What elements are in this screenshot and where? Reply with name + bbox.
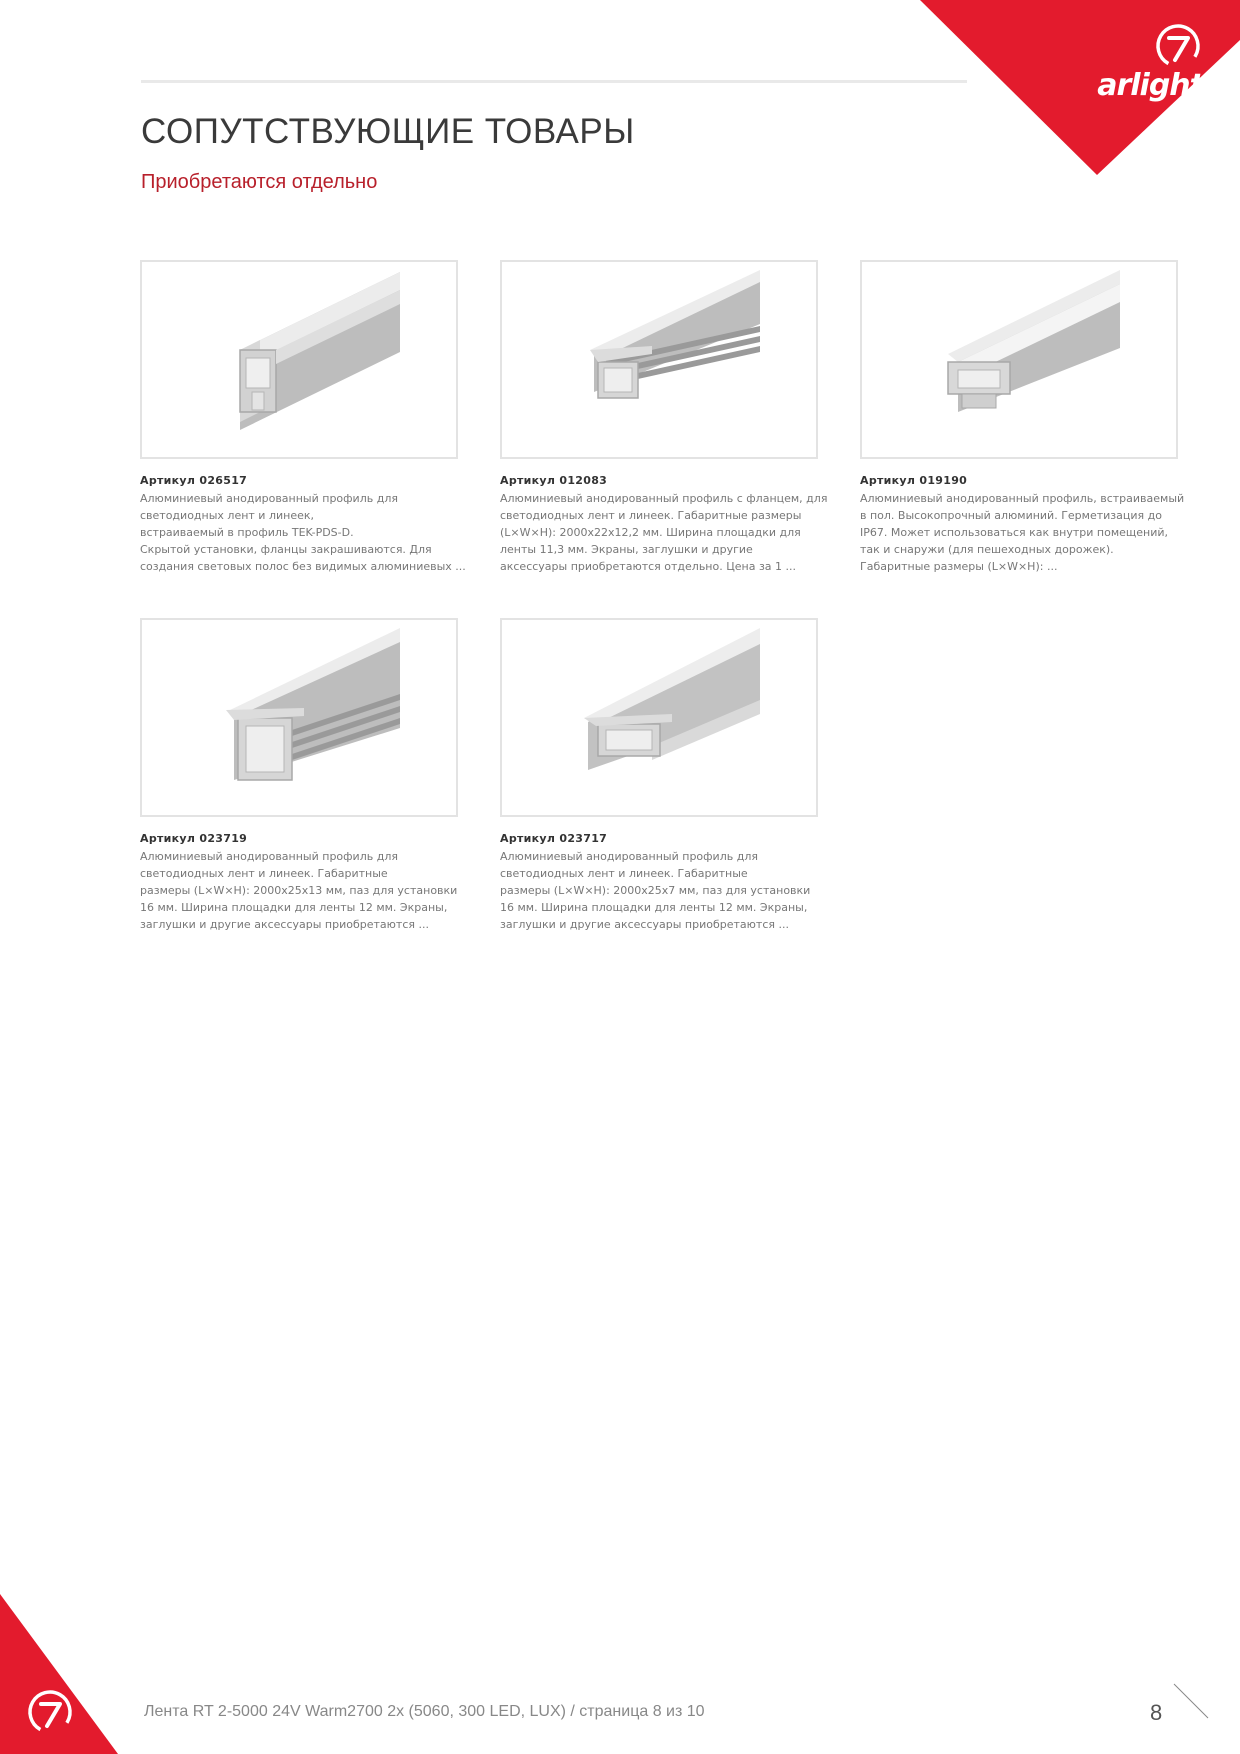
page-title: СОПУТСТВУЮЩИЕ ТОВАРЫ	[141, 112, 635, 151]
product-sku: Артикул 026517	[140, 474, 248, 487]
product-image[interactable]	[860, 260, 1178, 459]
page-corner-slash	[1172, 1682, 1212, 1722]
product-description: Алюминиевый анодированный профиль, встраиваемый в пол. Высокопрочный алюминий. Герметизация до IP67. Может использоваться как внутри помещений, так и снаружи (для пешеходных дорожек). Габаритные размеры (L×W×H): ...	[860, 492, 1185, 573]
product-description: Алюминиевый анодированный профиль для светодиодных лент и линеек, встраиваемый в профиль TEK-PDS-D. Скрытой установки, фланцы закрашиваются. Для создания световых полос без видимых алюминиевых ...	[140, 492, 466, 573]
page-number: 8	[1150, 1700, 1163, 1725]
product-card[interactable]	[140, 618, 485, 933]
page-subtitle: Приобретаются отдельно	[141, 171, 378, 193]
aluminum-profile-floor-icon	[862, 262, 1176, 457]
product-image[interactable]	[140, 260, 458, 459]
brand-corner-bottom	[0, 1594, 120, 1754]
aluminum-profile-recessed-deep-icon	[142, 620, 456, 815]
product-image[interactable]	[500, 618, 818, 817]
aluminum-profile-flanged-icon	[502, 262, 816, 457]
product-description: Алюминиевый анодированный профиль для светодиодных лент и линеек. Габаритные размеры (L×W×H): 2000x25x7 мм, паз для установки 16 мм. Ширина площадки для ленты 12 мм. Экраны, заглушки и другие аксессуары приобретаются ...	[500, 850, 811, 931]
product-sku: Артикул 023719	[140, 832, 248, 845]
product-card[interactable]	[860, 260, 1205, 575]
aluminum-profile-deep-icon	[142, 262, 456, 457]
product-description: Алюминиевый анодированный профиль с фланцем, для светодиодных лент и линеек. Габаритные размеры (L×W×H): 2000x22x12,2 мм. Ширина площадки для ленты 11,3 мм. Экраны, заглушки и другие аксессуары приобретаются отдельно. Цена за 1 ...	[500, 492, 828, 573]
product-card[interactable]	[500, 260, 845, 575]
product-sku: Артикул 012083	[500, 474, 608, 487]
brand-wordmark: arlight®	[1097, 68, 1212, 103]
product-description: Алюминиевый анодированный профиль для светодиодных лент и линеек. Габаритные размеры (L×W×H): 2000x25x13 мм, паз для установки 16 мм. Ширина площадки для ленты 12 мм. Экраны, заглушки и другие аксессуары приобретаются ...	[140, 850, 458, 931]
product-sku: Артикул 019190	[860, 474, 968, 487]
product-sku: Артикул 023717	[500, 832, 608, 845]
header-divider	[141, 80, 967, 83]
aluminum-profile-recessed-flat-icon	[502, 620, 816, 815]
footer-document-title: Лента RT 2-5000 24V Warm2700 2x (5060, 300 LED, LUX) / страница 8 из 10	[144, 1703, 705, 1720]
product-image[interactable]	[140, 618, 458, 817]
product-card[interactable]	[500, 618, 845, 933]
product-image[interactable]	[500, 260, 818, 459]
product-card[interactable]	[140, 260, 485, 575]
